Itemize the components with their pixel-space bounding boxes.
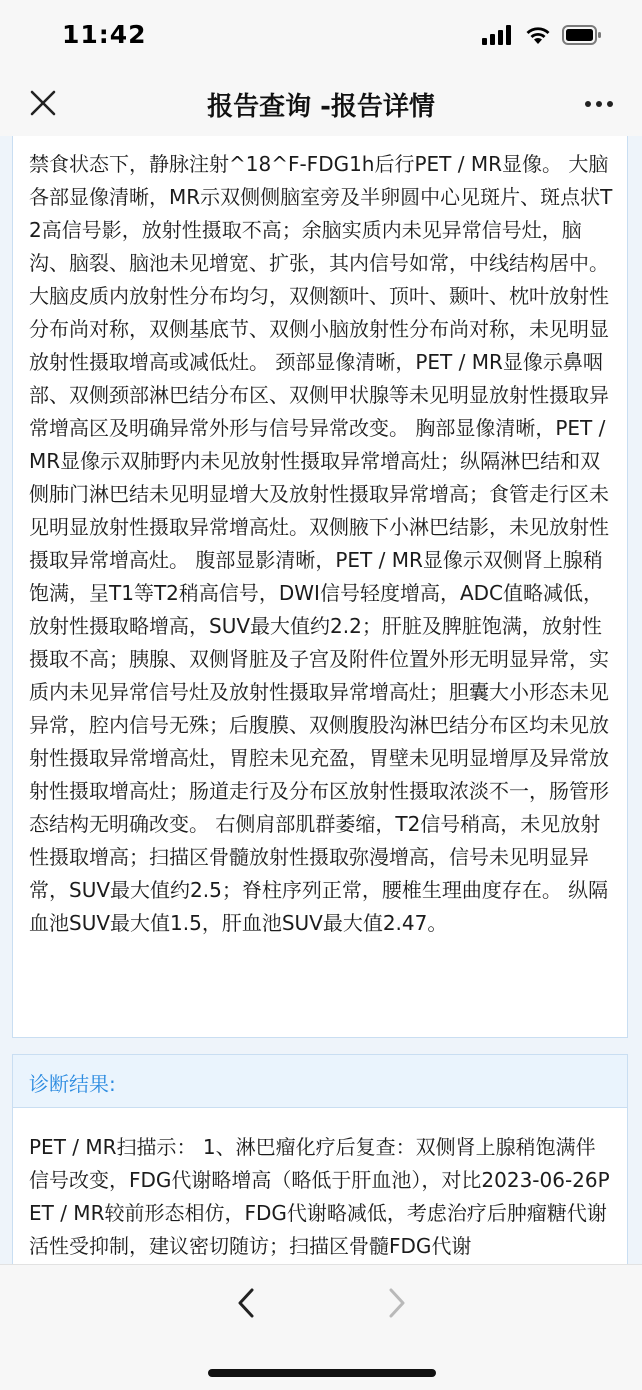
diagnosis-text: PET / MR扫描示： 1、淋巴瘤化疗后复查：双侧肾上腺稍饱满伴信号改变，FDG代谢略增高（略低于肝血池），对比2023-06-26PET / MR较前形态相仿，FDG代谢略减低，考虑治疗后肿瘤糖代谢活性受抑制，建议密切随访；扫描区骨髓FDG代谢 — [29, 1135, 610, 1258]
report-content[interactable] — [0, 136, 642, 1264]
navigation-bar — [0, 72, 642, 136]
diagnosis-header — [13, 1055, 627, 1108]
diagnosis-card — [12, 1054, 628, 1264]
status-icons — [482, 25, 602, 45]
chevron-right-icon[interactable] — [383, 1285, 411, 1321]
status-bar — [0, 0, 642, 72]
signal-icon — [482, 25, 514, 45]
bottom-toolbar — [0, 1264, 642, 1390]
battery-icon — [562, 25, 602, 45]
status-time: 11:42 — [62, 20, 147, 49]
wifi-icon — [524, 25, 552, 45]
home-indicator[interactable] — [208, 1369, 436, 1377]
findings-card — [12, 136, 628, 1038]
chevron-left-icon[interactable] — [232, 1285, 260, 1321]
findings-text: 禁食状态下，静脉注射^18^F-FDG1h后行PET / MR显像。 大脑各部显像清晰，MR示双侧侧脑室旁及半卵圆中心见斑片、斑点状T2高信号影，放射性摄取不高；余脑实质内未见异常信号灶，脑沟、脑裂、脑池未见增宽、扩张，其内信号如常，中线结构居中。大脑皮质内放射性分布均匀，双侧额叶、顶叶、颞叶、枕叶放射性分布尚对称，双侧基底节、双侧小脑放射性分布尚对称，未见明显放射性摄取增高或减低灶。 颈部显像清晰，PET / MR显像示鼻咽部、双侧颈部淋巴结分布区、双侧甲状腺等未见明显放射性摄取异常增高区及明确异常外形与信号异常改变。 胸部显像清晰，PET / MR显像示双肺野内未见放射性摄取异常增高灶；纵隔淋巴结和双侧肺门淋巴结未见明显增大及放射性摄取异常增高；食管走行区未见明显放射性摄取异常增高灶。双侧腋下小淋巴结影，未见放射性摄取异常增高灶。 腹部显影清晰，PET / MR显像示双侧肾上腺稍饱满，呈T1等T2稍高信号，DWI信号轻度增高，ADC值略减低，放射性摄取略增高，SUV最大值约2.2；肝脏及脾脏饱满，放射性摄取不高；胰腺、双侧肾脏及子宫及附件位置外形无明显异常，实质内未见异常信号灶及放射性摄取异常增高灶；胆囊大小形态未见异常，腔内信号无殊；后腹膜、双侧腹股沟淋巴结分布区均未见放射性摄取异常增高灶，胃腔未见充盈，胃壁未见明显增厚及异常放射性摄取增高灶；肠道走行及分布区放射性摄取浓淡不一，肠管形态结构无明确改变。 右侧肩部肌群萎缩，T2信号稍高，未见放射性摄取增高；扫描区骨髓放射性摄取弥漫增高，信号未见明显异常，SUV最大值约2.5；脊柱序列正常，腰椎生理曲度存在。 纵隔血池SUV最大值1.5，肝血池SUV最大值2.47。 — [29, 152, 613, 935]
more-icon[interactable] — [584, 94, 614, 114]
page-title: 报告查询 -报告详情 — [207, 92, 435, 122]
diagnosis-title: 诊断结果: — [29, 1072, 116, 1096]
